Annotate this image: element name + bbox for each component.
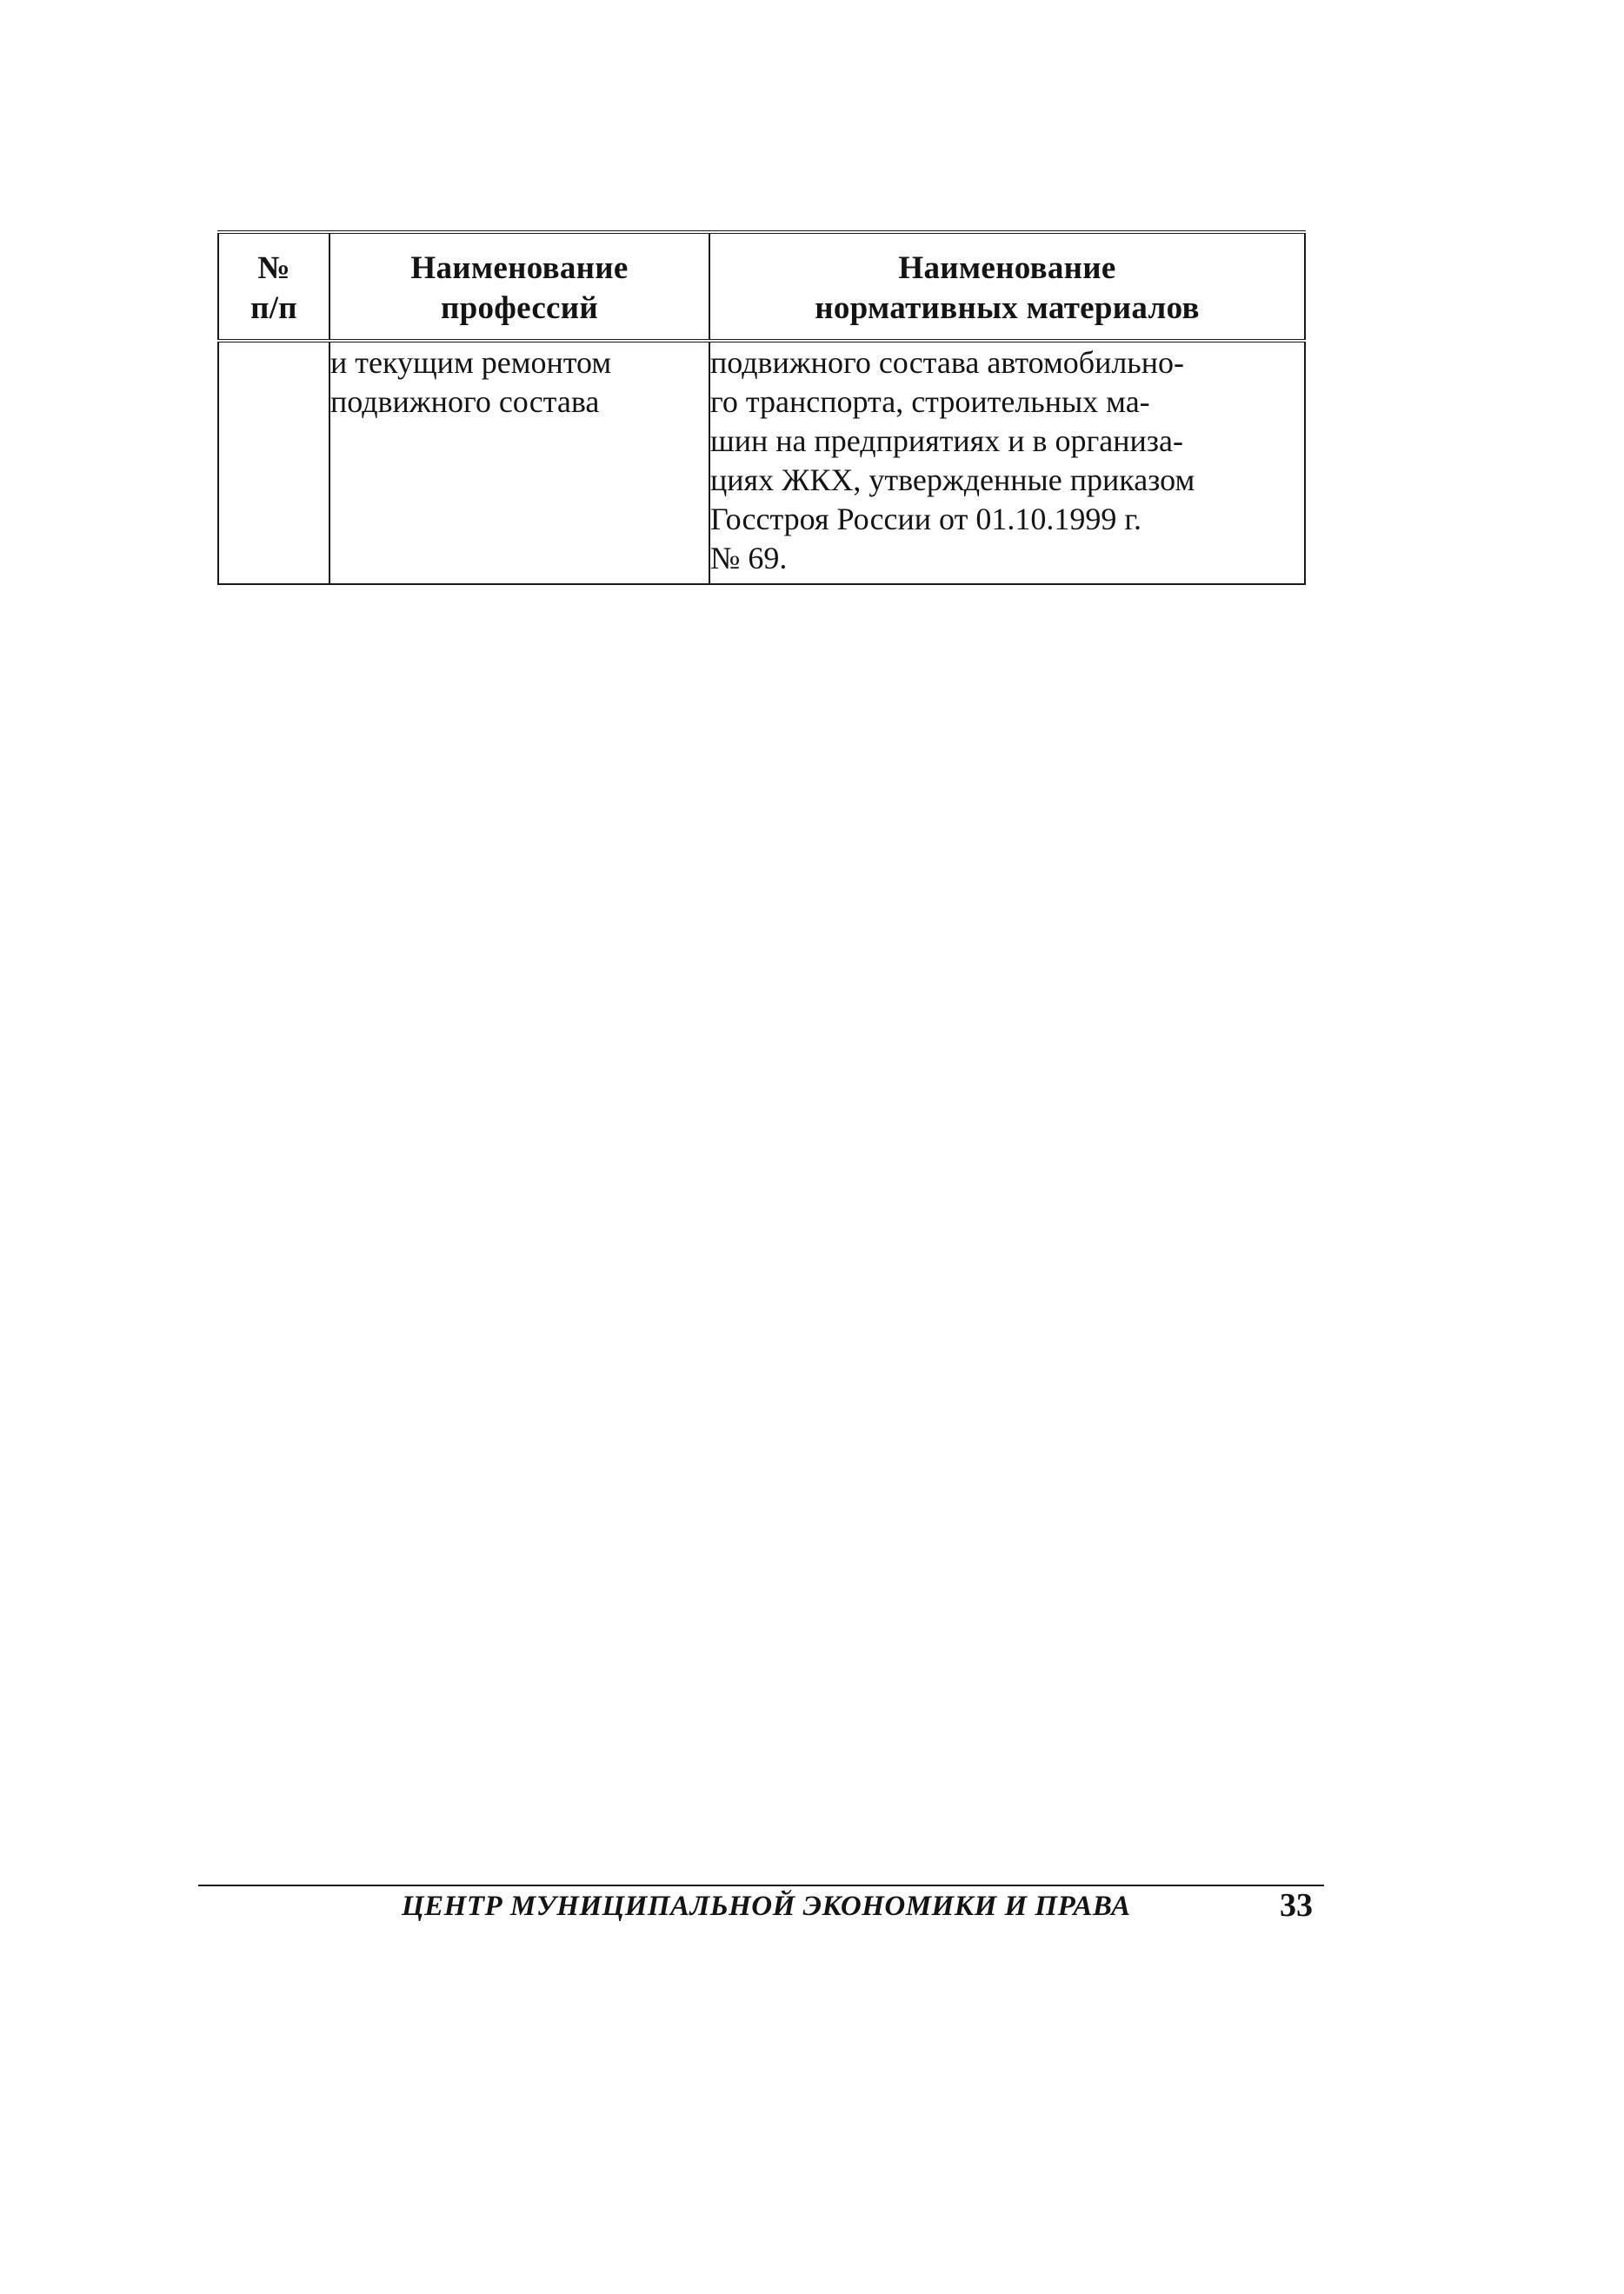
table-header-row: [218, 232, 1305, 341]
header-norms-line2: нормативных материалов: [815, 290, 1200, 326]
header-number-line2: п/п: [250, 290, 297, 326]
header-profession: [329, 232, 709, 341]
footer-divider: [198, 1885, 1324, 1886]
header-norms: [709, 232, 1305, 341]
table-row: [218, 341, 1305, 584]
normative-materials-table: [217, 230, 1306, 585]
header-profession-line1: Наименование: [410, 250, 629, 286]
header-number: [218, 232, 329, 341]
row-profession-cell: и текущим ремонтом подвижного состава: [329, 341, 709, 584]
row-number-cell: [218, 341, 329, 584]
header-number-line1: №: [257, 250, 290, 286]
header-norms-line1: Наименование: [898, 250, 1116, 286]
page-number: 33: [1280, 1887, 1313, 1924]
header-profession-line2: профессий: [440, 290, 599, 326]
row-norms-cell: подвижного состава автомобильно- го транспорта, строительных ма- шин на предприятиях и в организа- циях ЖКХ, утвержденные приказом Госстроя России от 01.10.1999 г. № 69.: [709, 341, 1305, 584]
footer-publisher: ЦЕНТР МУНИЦИПАЛЬНОЙ ЭКОНОМИКИ И ПРАВА: [402, 1891, 1131, 1922]
